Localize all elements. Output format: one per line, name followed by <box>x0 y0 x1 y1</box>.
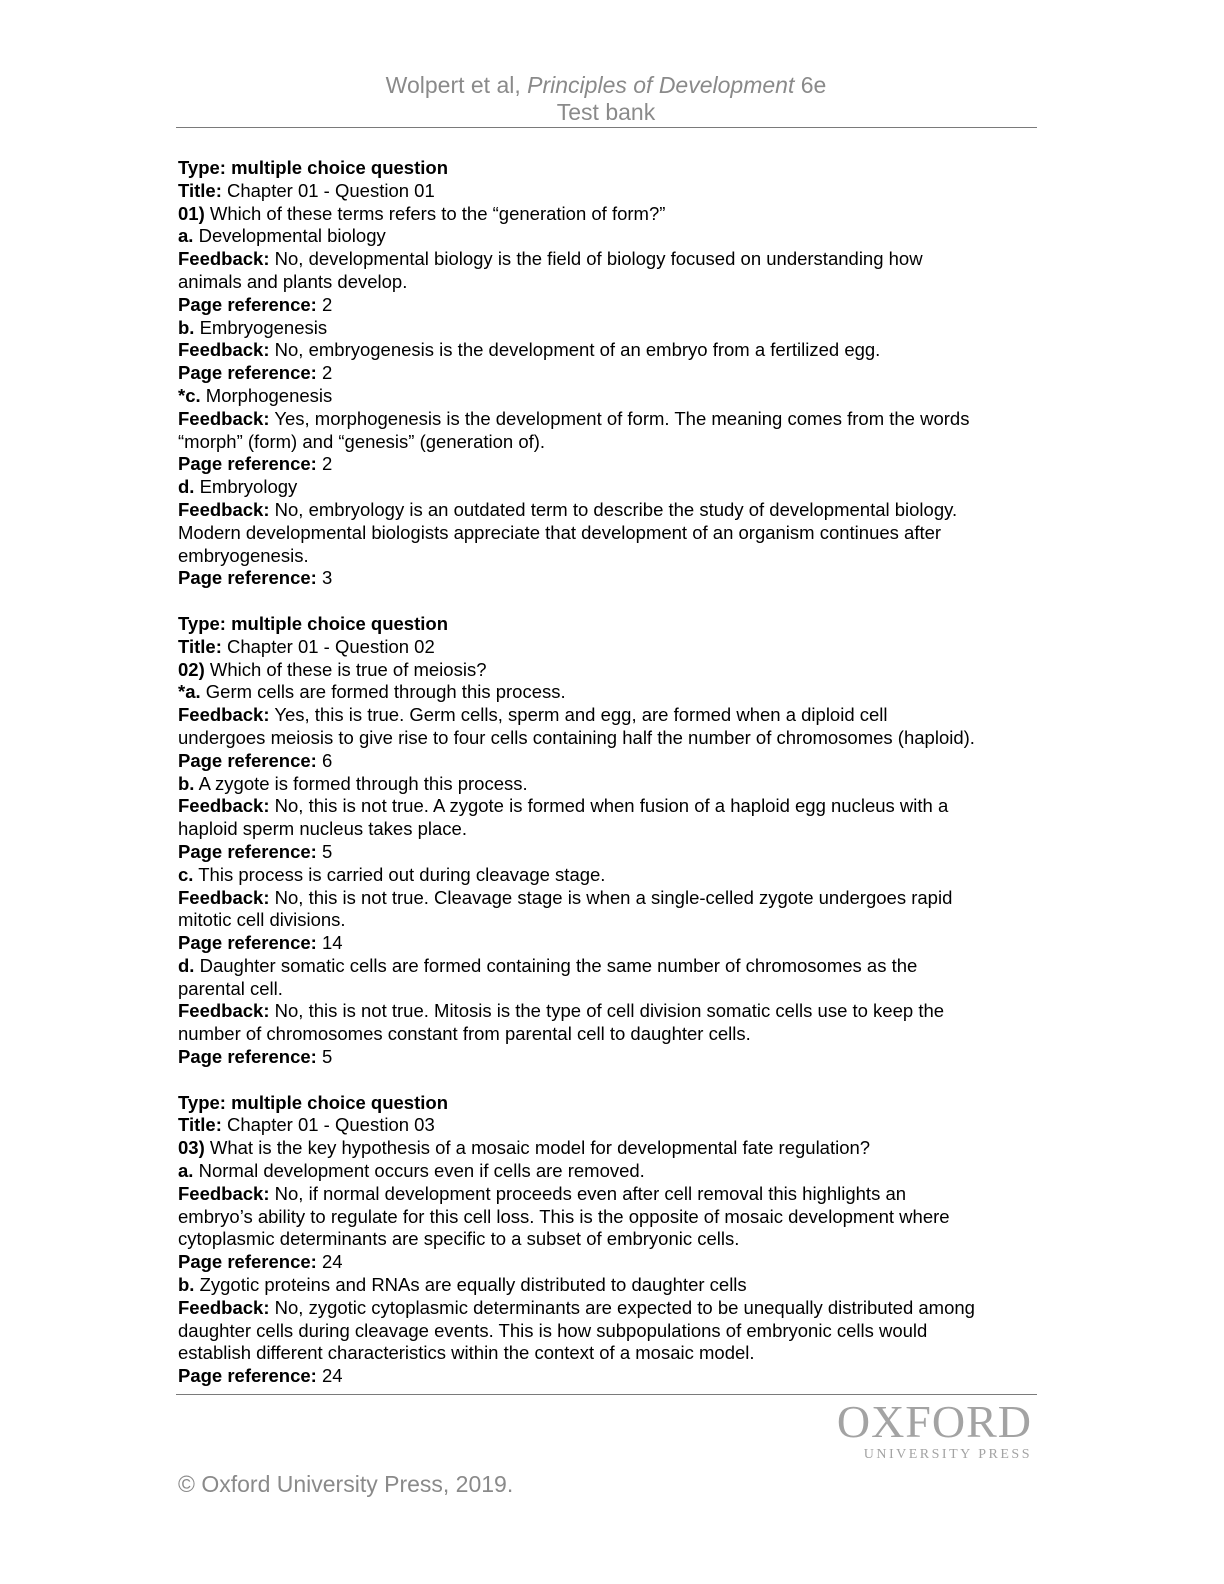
feedback-line: number of chromosomes constant from parental cell to daughter cells. <box>178 1023 751 1045</box>
feedback-line <box>178 704 1040 727</box>
question-stem <box>178 1137 1040 1160</box>
option-line <box>178 1274 1040 1297</box>
header-author: Wolpert et al, <box>385 72 528 98</box>
feedback-line <box>178 1000 1040 1023</box>
option-letter: a. <box>178 1160 194 1182</box>
footer-divider <box>176 1394 1037 1395</box>
page-reference <box>178 294 1040 317</box>
feedback-line <box>178 408 1040 431</box>
option-line <box>178 1160 1040 1183</box>
page-reference-value: 2 <box>316 293 333 315</box>
feedback-label: Feedback: <box>178 407 270 429</box>
option-line <box>178 385 1040 408</box>
feedback-text: Yes, this is true. Germ cells, sperm and egg, are formed when a diploid cell <box>269 704 888 726</box>
page-reference <box>178 453 1040 476</box>
page-reference <box>178 841 1040 864</box>
feedback-text: No, embryogenesis is the development of an embryo from a fertilized egg. <box>269 339 881 361</box>
title-label: Title: <box>178 635 222 657</box>
header-book-line <box>176 72 1036 99</box>
option-text: Normal development occurs even if cells are removed. <box>193 1160 645 1182</box>
feedback-label: Feedback: <box>178 886 270 908</box>
page-reference <box>178 932 1040 955</box>
option-letter: *a. <box>178 681 201 703</box>
page-reference-label: Page reference: <box>178 362 317 384</box>
question-title <box>178 1114 1040 1137</box>
feedback-line: cytoplasmic determinants are specific to a subset of embryonic cells. <box>178 1228 740 1250</box>
question-text: Which of these is true of meiosis? <box>204 658 487 680</box>
feedback-line: “morph” (form) and “genesis” (generation of). <box>178 430 546 452</box>
option-letter: d. <box>178 954 195 976</box>
option-line <box>178 773 1040 796</box>
feedback-line: Modern developmental biologists appreciate that development of an organism continues after <box>178 521 942 543</box>
option-line <box>178 681 1040 704</box>
question-block <box>178 157 1040 590</box>
option-text: Embryogenesis <box>194 316 328 338</box>
feedback-text: No, this is not true. Cleavage stage is when a single-celled zygote undergoes rapid <box>269 886 953 908</box>
question-stem <box>178 659 1040 682</box>
page-reference-label: Page reference: <box>178 1365 317 1387</box>
page-reference-value: 2 <box>316 362 333 384</box>
feedback-line <box>178 795 1040 818</box>
option-text: This process is carried out during cleavage stage. <box>193 863 606 885</box>
header-edition: 6e <box>794 72 827 98</box>
page-reference-value: 3 <box>316 567 333 589</box>
page-reference <box>178 750 1040 773</box>
feedback-text: No, developmental biology is the field of biology focused on understanding how <box>269 248 923 270</box>
page-reference-value: 2 <box>316 453 333 475</box>
question-title <box>178 180 1040 203</box>
feedback-label: Feedback: <box>178 339 270 361</box>
option-line <box>178 955 1040 978</box>
feedback-line <box>178 1183 1040 1206</box>
option-letter: d. <box>178 476 195 498</box>
page-reference-value: 24 <box>316 1365 343 1387</box>
title-value: Chapter 01 - Question 02 <box>221 635 435 657</box>
copyright-notice: © Oxford University Press, 2019. <box>178 1471 514 1497</box>
question-type: Type: multiple choice question <box>178 1091 448 1113</box>
feedback-line <box>178 1297 1040 1320</box>
option-letter: c. <box>178 863 194 885</box>
question-type: Type: multiple choice question <box>178 612 448 634</box>
option-letter: b. <box>178 1274 195 1296</box>
page-reference-label: Page reference: <box>178 567 317 589</box>
option-text: Developmental biology <box>193 225 386 247</box>
option-letter: b. <box>178 316 195 338</box>
page-reference-label: Page reference: <box>178 749 317 771</box>
question-number: 01) <box>178 202 205 224</box>
feedback-label: Feedback: <box>178 498 270 520</box>
feedback-line <box>178 499 1040 522</box>
feedback-label: Feedback: <box>178 1182 270 1204</box>
page-reference-label: Page reference: <box>178 293 317 315</box>
page-reference <box>178 1365 1040 1388</box>
feedback-text: No, this is not true. Mitosis is the type of cell division somatic cells use to keep the <box>269 1000 945 1022</box>
logo-wordmark: OXFORD <box>836 1396 1032 1447</box>
option-line <box>178 476 1040 499</box>
option-line <box>178 864 1040 887</box>
title-label: Title: <box>178 1114 222 1136</box>
page-reference-value: 14 <box>316 932 343 954</box>
title-value: Chapter 01 - Question 01 <box>221 179 435 201</box>
option-text: Morphogenesis <box>200 384 333 406</box>
page-reference <box>178 1046 1040 1069</box>
oxford-logo <box>820 1396 1032 1464</box>
page-reference-label: Page reference: <box>178 1046 317 1068</box>
running-header <box>176 72 1036 126</box>
question-block <box>178 1092 1040 1388</box>
logo-subtitle: UNIVERSITY PRESS <box>863 1447 1032 1462</box>
page-reference-label: Page reference: <box>178 453 317 475</box>
feedback-label: Feedback: <box>178 704 270 726</box>
page-reference-value: 24 <box>316 1251 343 1273</box>
feedback-line: haploid sperm nucleus takes place. <box>178 818 467 840</box>
header-subtitle: Test bank <box>556 99 656 125</box>
question-block <box>178 613 1040 1069</box>
feedback-text: No, embryology is an outdated term to describe the study of developmental biology. <box>269 498 958 520</box>
feedback-label: Feedback: <box>178 1000 270 1022</box>
title-label: Title: <box>178 179 222 201</box>
feedback-line: establish different characteristics within the context of a mosaic model. <box>178 1342 755 1364</box>
feedback-line <box>178 339 1040 362</box>
question-title <box>178 636 1040 659</box>
feedback-text: No, zygotic cytoplasmic determinants are expected to be unequally distributed among <box>269 1296 975 1318</box>
feedback-line: embryogenesis. <box>178 544 309 566</box>
feedback-line: daughter cells during cleavage events. This is how subpopulations of embryonic cells would <box>178 1319 928 1341</box>
option-letter: *c. <box>178 384 201 406</box>
question-list <box>178 157 1040 1411</box>
question-number: 03) <box>178 1137 205 1159</box>
feedback-label: Feedback: <box>178 248 270 270</box>
page-reference-value: 6 <box>316 749 333 771</box>
page-reference-label: Page reference: <box>178 932 317 954</box>
page-reference <box>178 567 1040 590</box>
option-text: Zygotic proteins and RNAs are equally distributed to daughter cells <box>194 1274 747 1296</box>
feedback-label: Feedback: <box>178 795 270 817</box>
option-text: Germ cells are formed through this process. <box>200 681 566 703</box>
option-line-continued: parental cell. <box>178 977 283 999</box>
question-number: 02) <box>178 658 205 680</box>
feedback-text: No, this is not true. A zygote is formed when fusion of a haploid egg nucleus with a <box>269 795 949 817</box>
feedback-line: undergoes meiosis to give rise to four cells containing half the number of chromosomes (haploid). <box>178 726 975 748</box>
option-letter: b. <box>178 772 195 794</box>
page-reference-value: 5 <box>316 840 333 862</box>
page-reference-label: Page reference: <box>178 840 317 862</box>
option-line <box>178 225 1040 248</box>
feedback-text: Yes, morphogenesis is the development of form. The meaning comes from the words <box>269 407 970 429</box>
feedback-line: embryo’s ability to regulate for this cell loss. This is the opposite of mosaic development where <box>178 1205 950 1227</box>
question-text: What is the key hypothesis of a mosaic model for developmental fate regulation? <box>204 1137 871 1159</box>
question-stem <box>178 203 1040 226</box>
option-text: Daughter somatic cells are formed containing the same number of chromosomes as the <box>194 954 918 976</box>
feedback-line <box>178 248 1040 271</box>
feedback-line: mitotic cell divisions. <box>178 909 346 931</box>
title-value: Chapter 01 - Question 03 <box>221 1114 435 1136</box>
feedback-label: Feedback: <box>178 1296 270 1318</box>
page-reference-value: 5 <box>316 1046 333 1068</box>
page-reference-label: Page reference: <box>178 1251 317 1273</box>
option-text: A zygote is formed through this process. <box>194 772 528 794</box>
feedback-text: No, if normal development proceeds even after cell removal this highlights an <box>269 1182 907 1204</box>
option-line <box>178 317 1040 340</box>
page-reference <box>178 1251 1040 1274</box>
question-text: Which of these terms refers to the “generation of form?” <box>204 202 666 224</box>
feedback-line: animals and plants develop. <box>178 270 408 292</box>
page-reference <box>178 362 1040 385</box>
header-divider <box>176 127 1037 128</box>
option-text: Embryology <box>194 476 298 498</box>
option-letter: a. <box>178 225 194 247</box>
question-type: Type: multiple choice question <box>178 157 448 178</box>
header-book-title: Principles of Development <box>527 72 795 98</box>
feedback-line <box>178 887 1040 910</box>
